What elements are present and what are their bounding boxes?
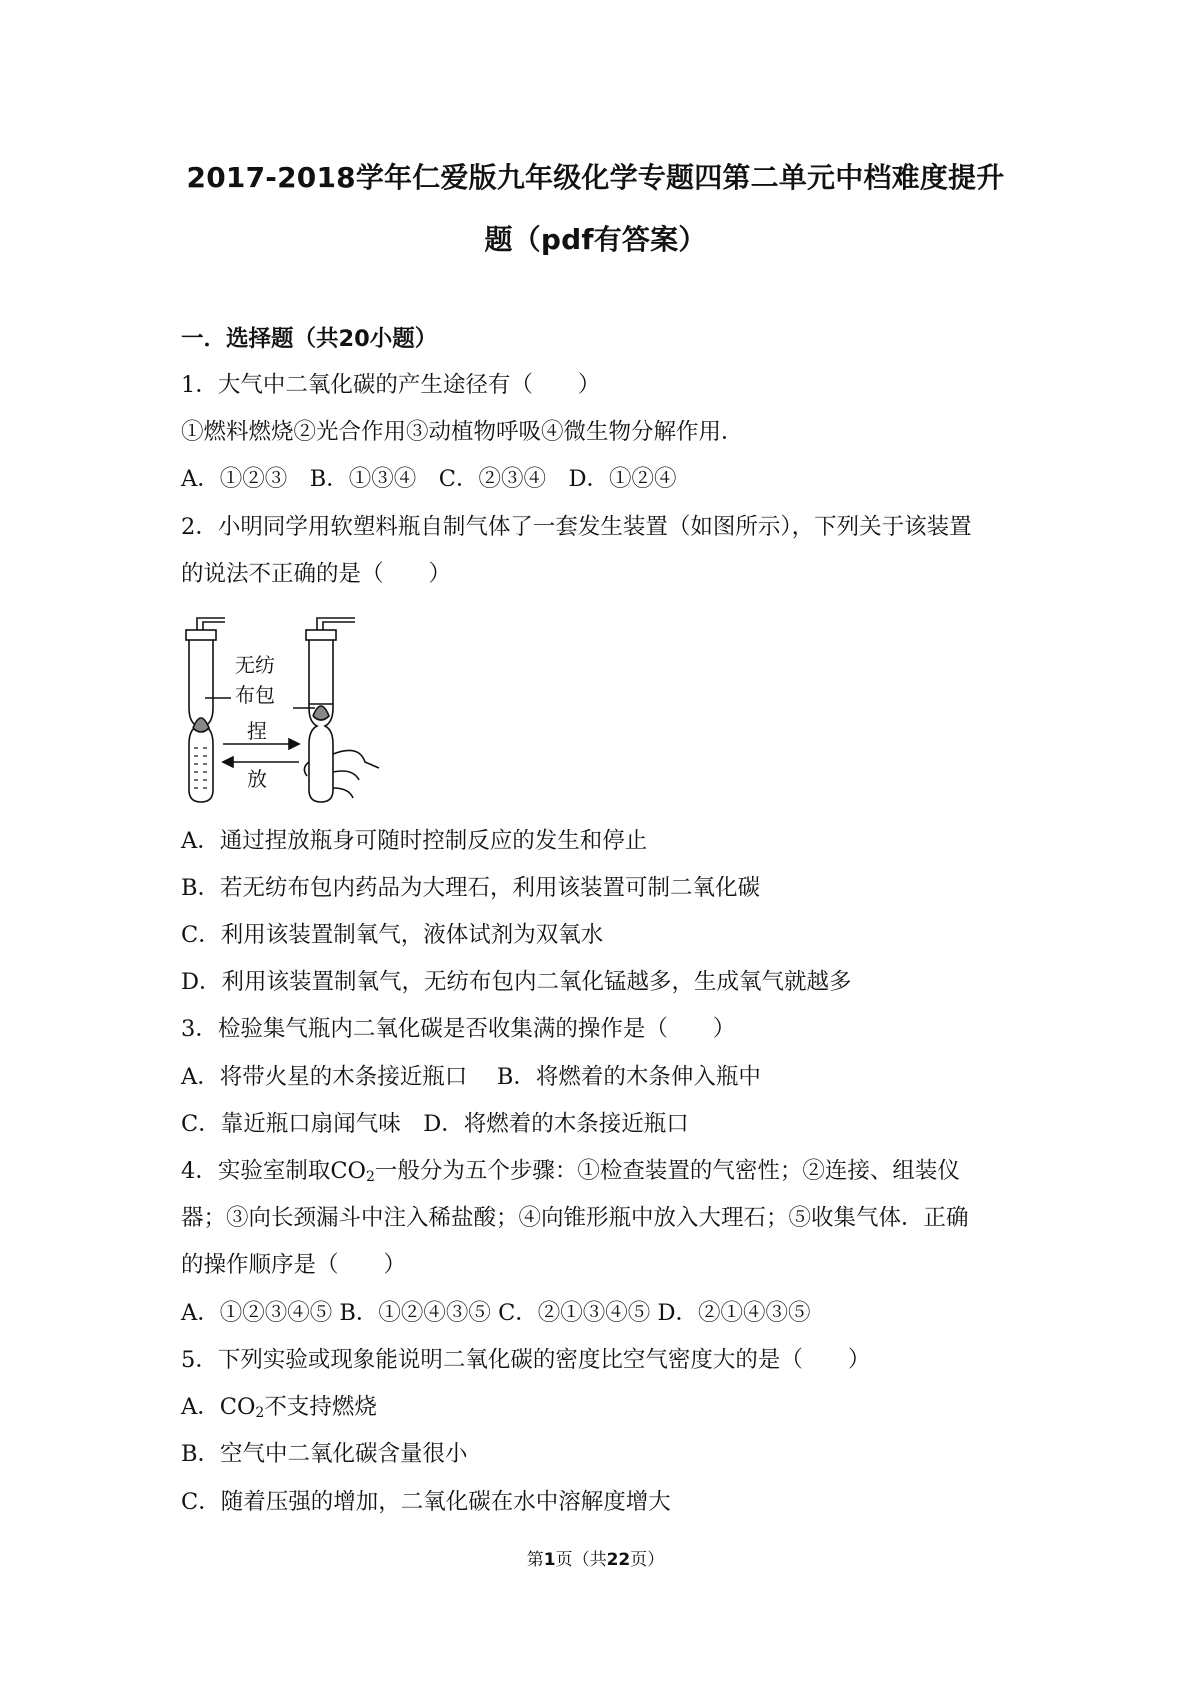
question-5-option-a-prefix: A．CO — [181, 1394, 256, 1420]
page-footer — [0, 1545, 1191, 1570]
left-tube — [186, 618, 225, 802]
label-fabric-line-2: 布包 — [235, 683, 275, 707]
question-1-stem: 1．大气中二氧化碳的产生途径有（ ） — [181, 372, 601, 398]
question-2-option-b: B．若无纺布包内药品为大理石，利用该装置可制二氧化碳 — [181, 875, 761, 901]
right-tube — [304, 618, 379, 802]
section-heading: 一．选择题（共20小题） — [181, 326, 438, 352]
squeeze-release-arrows — [223, 739, 299, 767]
question-1-options: A．①②③ B．①③④ C．②③④ D．①②④ — [181, 466, 677, 492]
document-title-line-1: 2017-2018学年仁爱版九年级化学专题四第二单元中档难度提升 — [186, 161, 1005, 194]
co2-subscript: 2 — [365, 1169, 375, 1185]
question-4-stem-part-2: 一般分为五个步骤：①检查装置的气密性；②连接、组装仪 — [374, 1158, 960, 1184]
question-5-stem: 5．下列实验或现象能说明二氧化碳的密度比空气密度大的是（ ） — [181, 1347, 871, 1373]
footer-prefix: 第 — [526, 1550, 544, 1570]
co2-subscript: 2 — [255, 1405, 265, 1421]
question-4-stem-line-3: 的操作顺序是（ ） — [181, 1252, 407, 1278]
question-4-options: A．①②③④⑤ B．①②④③⑤ C．②①③④⑤ D．②①④③⑤ — [181, 1300, 811, 1326]
question-2-option-d: D．利用该装置制氧气，无纺布包内二氧化锰越多，生成氧气就越多 — [181, 969, 852, 995]
question-5-option-b: B．空气中二氧化碳含量很小 — [181, 1441, 468, 1467]
footer-middle: 页（共 — [555, 1550, 607, 1570]
question-3-options-line-2: C．靠近瓶口扇闻气味 D．将燃着的木条接近瓶口 — [181, 1111, 689, 1137]
document-title-line-2: 题（pdf有答案） — [484, 223, 707, 256]
question-5-option-a-suffix: 不支持燃烧 — [264, 1394, 377, 1420]
question-2-stem-line-1: 2．小明同学用软塑料瓶自制气体了一套发生装置（如图所示），下列关于该装置 — [181, 514, 972, 540]
label-release: 放 — [247, 767, 267, 791]
footer-page-number: 1 — [543, 1550, 556, 1570]
question-5-option-a — [181, 1391, 1041, 1423]
question-2-stem-line-2: 的说法不正确的是（ ） — [181, 561, 452, 587]
footer-total-pages: 22 — [606, 1550, 631, 1570]
question-4-stem-line-2: 器；③向长颈漏斗中注入稀盐酸；④向锥形瓶中放入大理石；⑤收集气体．正确 — [181, 1205, 969, 1231]
question-3-options-line-1: A．将带火星的木条接近瓶口 B．将燃着的木条伸入瓶中 — [181, 1064, 761, 1090]
question-2-option-a: A．通过捏放瓶身可随时控制反应的发生和停止 — [181, 828, 648, 854]
question-4-stem-line-1 — [181, 1155, 1041, 1187]
left-liquid — [194, 748, 207, 788]
question-1-statements: ①燃料燃烧②光合作用③动植物呼吸④微生物分解作用． — [181, 419, 744, 445]
question-3-stem: 3．检验集气瓶内二氧化碳是否收集满的操作是（ ） — [181, 1016, 736, 1042]
footer-suffix: 页） — [630, 1550, 665, 1570]
question-5-option-c: C．随着压强的增加，二氧化碳在水中溶解度增大 — [181, 1489, 671, 1515]
label-squeeze: 捏 — [247, 719, 267, 743]
question-4-stem-part-1: 4．实验室制取CO — [181, 1158, 366, 1184]
label-fabric-line-1: 无纺 — [235, 653, 275, 677]
question-2-option-c: C．利用该装置制氧气，液体试剂为双氧水 — [181, 922, 604, 948]
gas-generator-figure — [183, 612, 383, 806]
